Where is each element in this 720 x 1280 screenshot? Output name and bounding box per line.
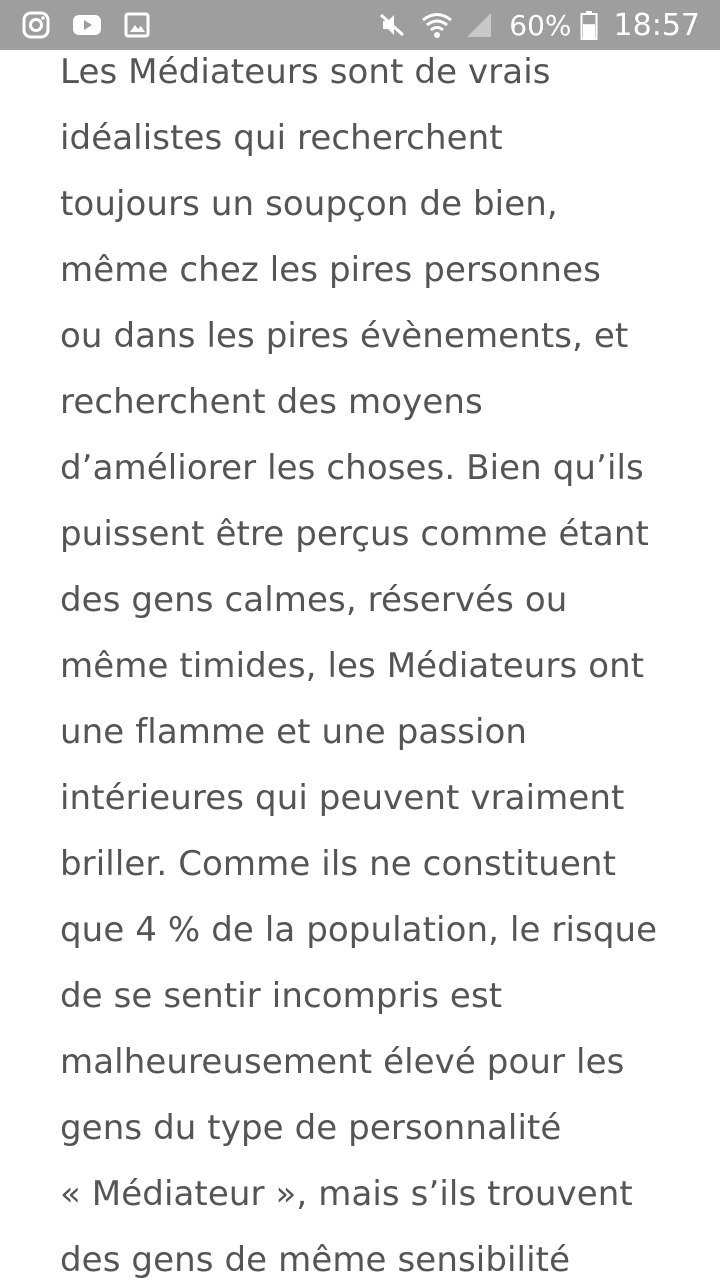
paragraph-line: recherchent des moyens bbox=[60, 382, 483, 422]
paragraph-line: que 4 % de la population, le risque bbox=[60, 910, 658, 950]
paragraph-line: ou dans les pires évènements, et bbox=[60, 316, 629, 356]
paragraph-line: même chez les pires personnes bbox=[60, 250, 601, 290]
paragraph-line: « Médiateur », mais s’ils trouvent bbox=[60, 1174, 633, 1214]
paragraph-line: malheureusement élevé pour les bbox=[60, 1042, 625, 1082]
paragraph-line: briller. Comme ils ne constituent bbox=[60, 844, 616, 884]
paragraph-line: même timides, les Médiateurs ont bbox=[60, 646, 645, 686]
paragraph-line: des gens de même sensibilité bbox=[60, 1240, 571, 1280]
paragraph-line: toujours un soupçon de bien, bbox=[60, 184, 558, 224]
battery-icon bbox=[580, 10, 598, 40]
battery-percent: 60% bbox=[509, 8, 572, 42]
signal-icon bbox=[465, 11, 493, 39]
paragraph-line: une flamme et une passion bbox=[60, 712, 528, 752]
paragraph-line: puissent être perçus comme étant bbox=[60, 514, 649, 554]
paragraph-line: gens du type de personnalité bbox=[60, 1108, 562, 1148]
gallery-icon bbox=[124, 12, 150, 38]
paragraph-line: idéalistes qui recherchent bbox=[60, 118, 503, 158]
paragraph-line: Les Médiateurs sont de vrais bbox=[60, 52, 551, 92]
paragraph-line: de se sentir incompris est bbox=[60, 976, 503, 1016]
system-status bbox=[377, 8, 720, 43]
wifi-icon bbox=[421, 11, 453, 39]
paragraph-line: d’améliorer les choses. Bien qu’ils bbox=[60, 448, 644, 488]
mute-icon bbox=[377, 11, 407, 39]
paragraph-line: des gens calmes, réservés ou bbox=[60, 580, 568, 620]
youtube-icon bbox=[72, 13, 102, 37]
instagram-icon bbox=[22, 11, 50, 39]
clock: 18:57 bbox=[613, 7, 700, 43]
paragraph-line: intérieures qui peuvent vraiment bbox=[60, 778, 625, 818]
notification-icons bbox=[0, 11, 150, 39]
article-body bbox=[60, 39, 680, 1280]
